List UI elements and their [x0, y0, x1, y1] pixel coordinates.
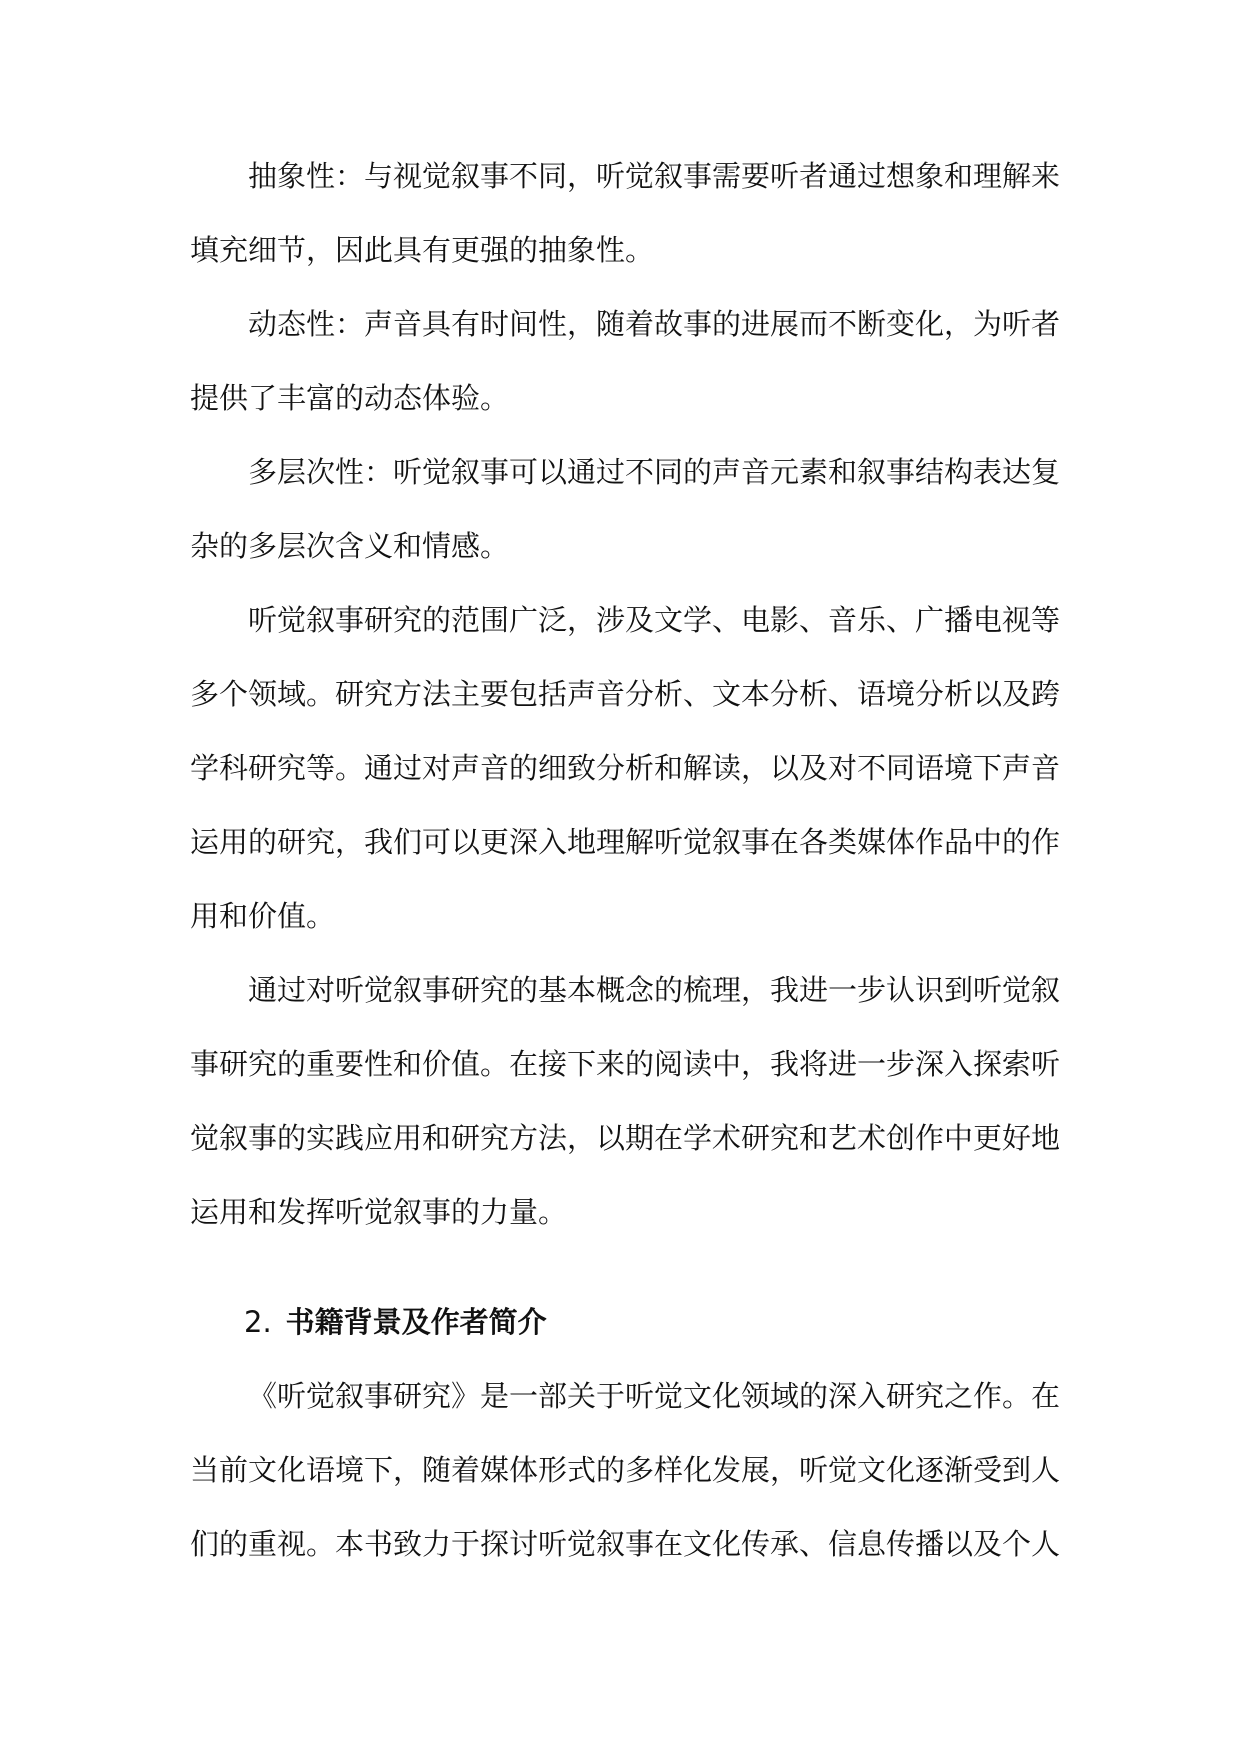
section-number: 2.	[244, 1305, 272, 1339]
page-content	[190, 139, 1060, 1581]
paragraph-research-scope: 听觉叙事研究的范围广泛，涉及文学、电影、音乐、广播电视等多个领域。研究方法主要包括声音分析、文本分析、语境分析以及跨学科研究等。通过对声音的细致分析和解读，以及对不同语境下声音运用的研究，我们可以更深入地理解听觉叙事在各类媒体作品中的作用和价值。	[190, 603, 1061, 933]
paragraph-multilayer: 多层次性：听觉叙事可以通过不同的声音元素和叙事结构表达复杂的多层次含义和情感。	[190, 455, 1061, 563]
paragraph-book-background: 《听觉叙事研究》是一部关于听觉文化领域的深入研究之作。在当前文化语境下，随着媒体形式的多样化发展，听觉文化逐渐受到人们的重视。本书致力于探讨听觉叙事在文化传承、信息传播以及个人	[190, 1379, 1061, 1561]
paragraph-abstractness: 抽象性：与视觉叙事不同，听觉叙事需要听者通过想象和理解来填充细节，因此具有更强的抽象性。	[190, 159, 1061, 267]
section-title: 书籍背景及作者简介	[285, 1305, 547, 1339]
paragraph-summary: 通过对听觉叙事研究的基本概念的梳理，我进一步认识到听觉叙事研究的重要性和价值。在接下来的阅读中，我将进一步深入探索听觉叙事的实践应用和研究方法，以期在学术研究和艺术创作中更好地运用和发挥听觉叙事的力量。	[190, 973, 1061, 1229]
section-heading	[190, 1285, 1060, 1359]
paragraph-dynamics: 动态性：声音具有时间性，随着故事的进展而不断变化，为听者提供了丰富的动态体验。	[190, 307, 1061, 415]
